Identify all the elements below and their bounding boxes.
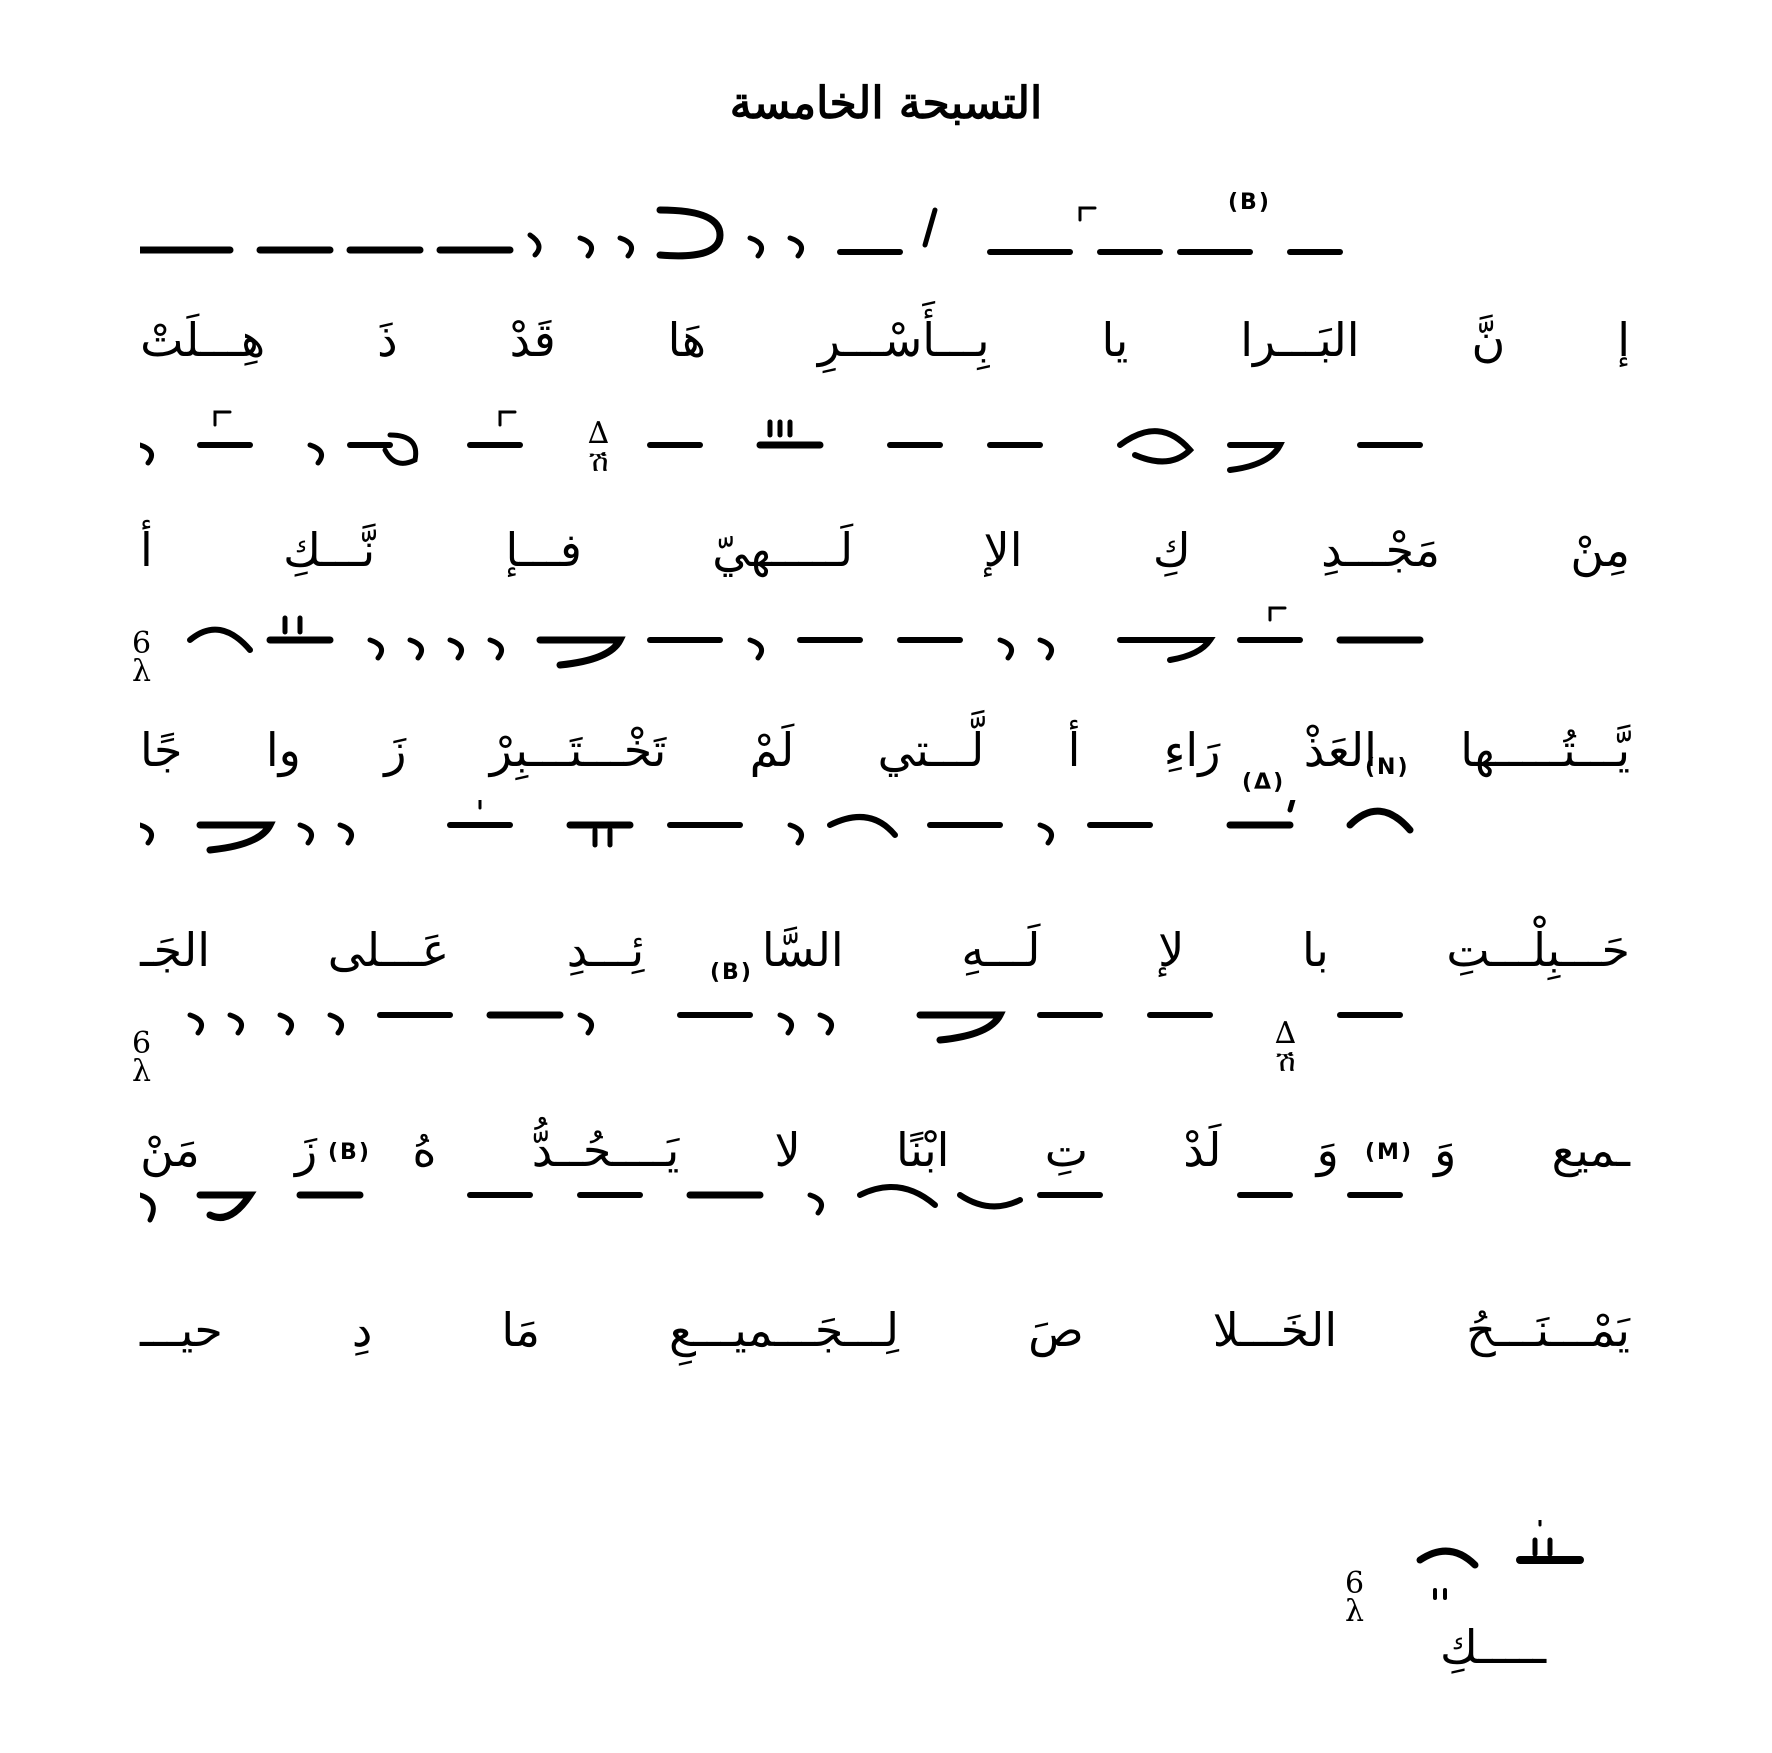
neume-line [140, 400, 1630, 510]
stanza-4 [140, 755, 1630, 1000]
lyric-word: لَمْ [749, 723, 795, 777]
neume-line [140, 1000, 1630, 1110]
modal-sign-delta: (Δ) [1242, 770, 1286, 795]
final-lyric-word: ـــــكِ [1440, 1620, 1547, 1674]
modal-sign-n: (N) [1365, 755, 1410, 780]
lyric-word: لإ [1158, 923, 1185, 977]
lyric-word: إ [1617, 313, 1630, 367]
phthora-sign: ∆ ሽ [1275, 1016, 1296, 1079]
martyria-sign: 6 λ [132, 1026, 152, 1089]
lyric-word: السَّا [761, 923, 844, 977]
lyric-word: هِـــلَتْ [140, 313, 266, 367]
stanza-2 [140, 400, 1630, 600]
lyric-word: البَـــرا [1240, 313, 1360, 367]
stanza-1 [140, 190, 1630, 390]
modal-sign-b: (B) [328, 1140, 371, 1165]
neume-line [140, 190, 1630, 300]
lyric-word: لِـــجَـــميـــعِ [669, 1303, 900, 1357]
lyric-word: وا [265, 723, 301, 777]
lyric-word: عَـــلى [327, 923, 450, 977]
phthora-sign: ∆ ሽ [588, 416, 609, 479]
lyric-word: يا [1101, 313, 1129, 367]
lyric-word: صَ [1028, 1303, 1084, 1357]
lyric-word: لَـــهِ [961, 923, 1041, 977]
lyric-line [140, 298, 1630, 370]
lyric-word: ـميع [1551, 1123, 1630, 1177]
lyric-word: لا [774, 1123, 801, 1177]
modal-sign-b: (B) [1228, 190, 1271, 215]
lyric-word: لَدْ [1183, 1123, 1222, 1177]
martyria-sign: 6 λ [1345, 1566, 1365, 1629]
lyric-line [140, 508, 1630, 580]
lyric-word: وَ [1316, 1123, 1339, 1177]
lyric-word: هُ [412, 1123, 437, 1177]
lyric-word: نَّـــكِ [283, 523, 376, 577]
lyric-word: حَـــبِلْـــتِ [1446, 923, 1630, 977]
lyric-word: تَخْـــتَـــبِرْ [489, 723, 667, 777]
lyric-line [140, 908, 1630, 980]
lyric-word: الخَـــلا [1212, 1303, 1338, 1357]
lyric-word: الإ [983, 523, 1023, 577]
lyric-word: يَّـــتُـــــها [1460, 723, 1630, 777]
lyric-word: هَا [667, 313, 706, 367]
martyria-sign: 6 λ [132, 626, 152, 689]
lyric-word: مَجْـــدِ [1321, 523, 1441, 577]
lyric-word: العَذْ [1303, 723, 1377, 777]
lyric-word: أ [140, 523, 153, 577]
lyric-line [140, 1288, 1630, 1360]
modal-sign-b: (B) [710, 960, 753, 985]
lyric-word: ئِـــدِ [566, 923, 645, 977]
stanza-5 [132, 960, 1630, 1200]
lyric-word: مِنْ [1570, 523, 1630, 577]
lyric-word: فـــإ [505, 523, 582, 577]
lyric-word: نَّ [1471, 313, 1506, 367]
lyric-word: كِ [1152, 523, 1191, 577]
lyric-word: جًا [140, 723, 183, 777]
lyric-word: رَاءِ [1163, 723, 1221, 777]
lyric-word: ذَ [377, 313, 398, 367]
lyric-word: يَمْـــنَـــحُ [1466, 1303, 1630, 1357]
lyric-word: قَدْ [509, 313, 556, 367]
final-neume-line [1330, 1520, 1630, 1630]
neume-line [140, 800, 1630, 910]
lyric-word: بِـــأَسْـــرِ [817, 313, 990, 367]
lyric-word: با [1301, 923, 1329, 977]
lyric-word: مَنْ [140, 1123, 200, 1177]
lyric-word: وَ [1434, 1123, 1457, 1177]
lyric-word: يَــــحُــدُّ [531, 1123, 680, 1177]
lyric-word: ابْنًا [895, 1123, 950, 1177]
lyric-word: زَ [294, 1123, 318, 1177]
lyric-word: حيـــ [140, 1303, 223, 1357]
lyric-word: الجَـ [140, 923, 211, 977]
modal-sign-m: (M) [1365, 1140, 1414, 1165]
neume-line [140, 600, 1630, 710]
lyric-word: تِ [1044, 1123, 1089, 1177]
lyric-word: لَّـــتي [877, 723, 985, 777]
lyric-word: زَ [384, 723, 407, 777]
neume-line [140, 1180, 1630, 1290]
page-title: التسبحة الخامسة [729, 78, 1043, 129]
lyric-word: أ [1067, 723, 1081, 777]
lyric-word: لَـــــهيّ [712, 523, 854, 577]
lyric-word: مَا [501, 1303, 540, 1357]
lyric-word: دِ [351, 1303, 373, 1357]
